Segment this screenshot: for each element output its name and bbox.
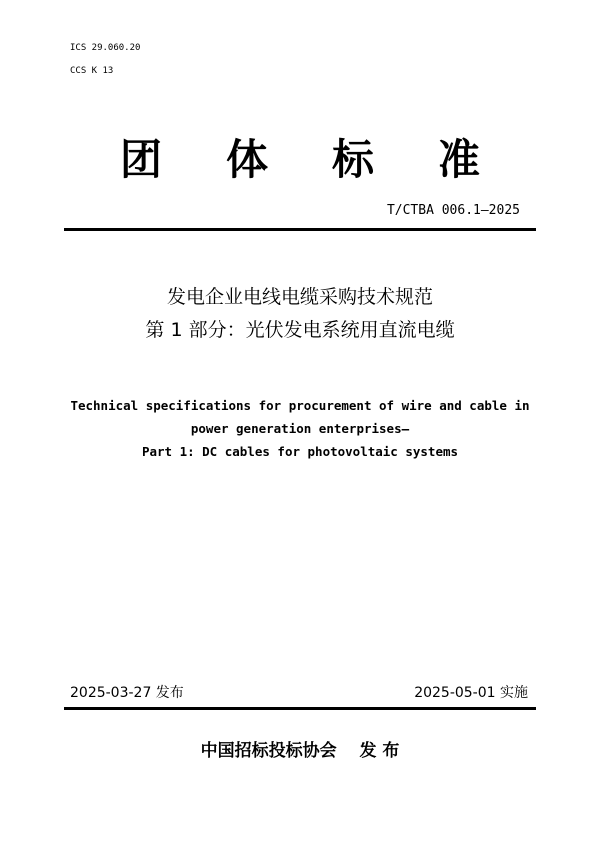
- ics-code: ICS 29.060.20: [70, 43, 141, 53]
- english-title-line-1: Technical specifications for procurement of wire and cable in: [70, 398, 530, 413]
- title-char-1: 团: [120, 135, 163, 184]
- chinese-title-line-1: 发电企业电线电缆采购技术规范: [166, 286, 433, 308]
- english-title-line-2: power generation enterprises—: [190, 421, 410, 436]
- bottom-divider: [64, 707, 536, 710]
- english-title-line-3: Part 1: DC cables for photovoltaic systems: [141, 444, 459, 459]
- implement-date: 2025-05-01 实施: [414, 685, 528, 701]
- publisher: 中国招标投标协会 发 布: [200, 741, 400, 761]
- standard-number: T/CTBA 006.1—2025: [386, 203, 520, 218]
- top-divider: [64, 228, 536, 231]
- ccs-code: CCS K 13: [70, 66, 114, 76]
- title-char-2: 体: [225, 135, 268, 184]
- document-type-title: [0, 135, 600, 185]
- title-char-3: 标: [331, 135, 374, 184]
- title-char-4: 准: [437, 135, 480, 184]
- chinese-title-line-2: 第 1 部分：光伏发电系统用直流电缆: [145, 319, 455, 341]
- issue-date: 2025-03-27 发布: [70, 685, 184, 701]
